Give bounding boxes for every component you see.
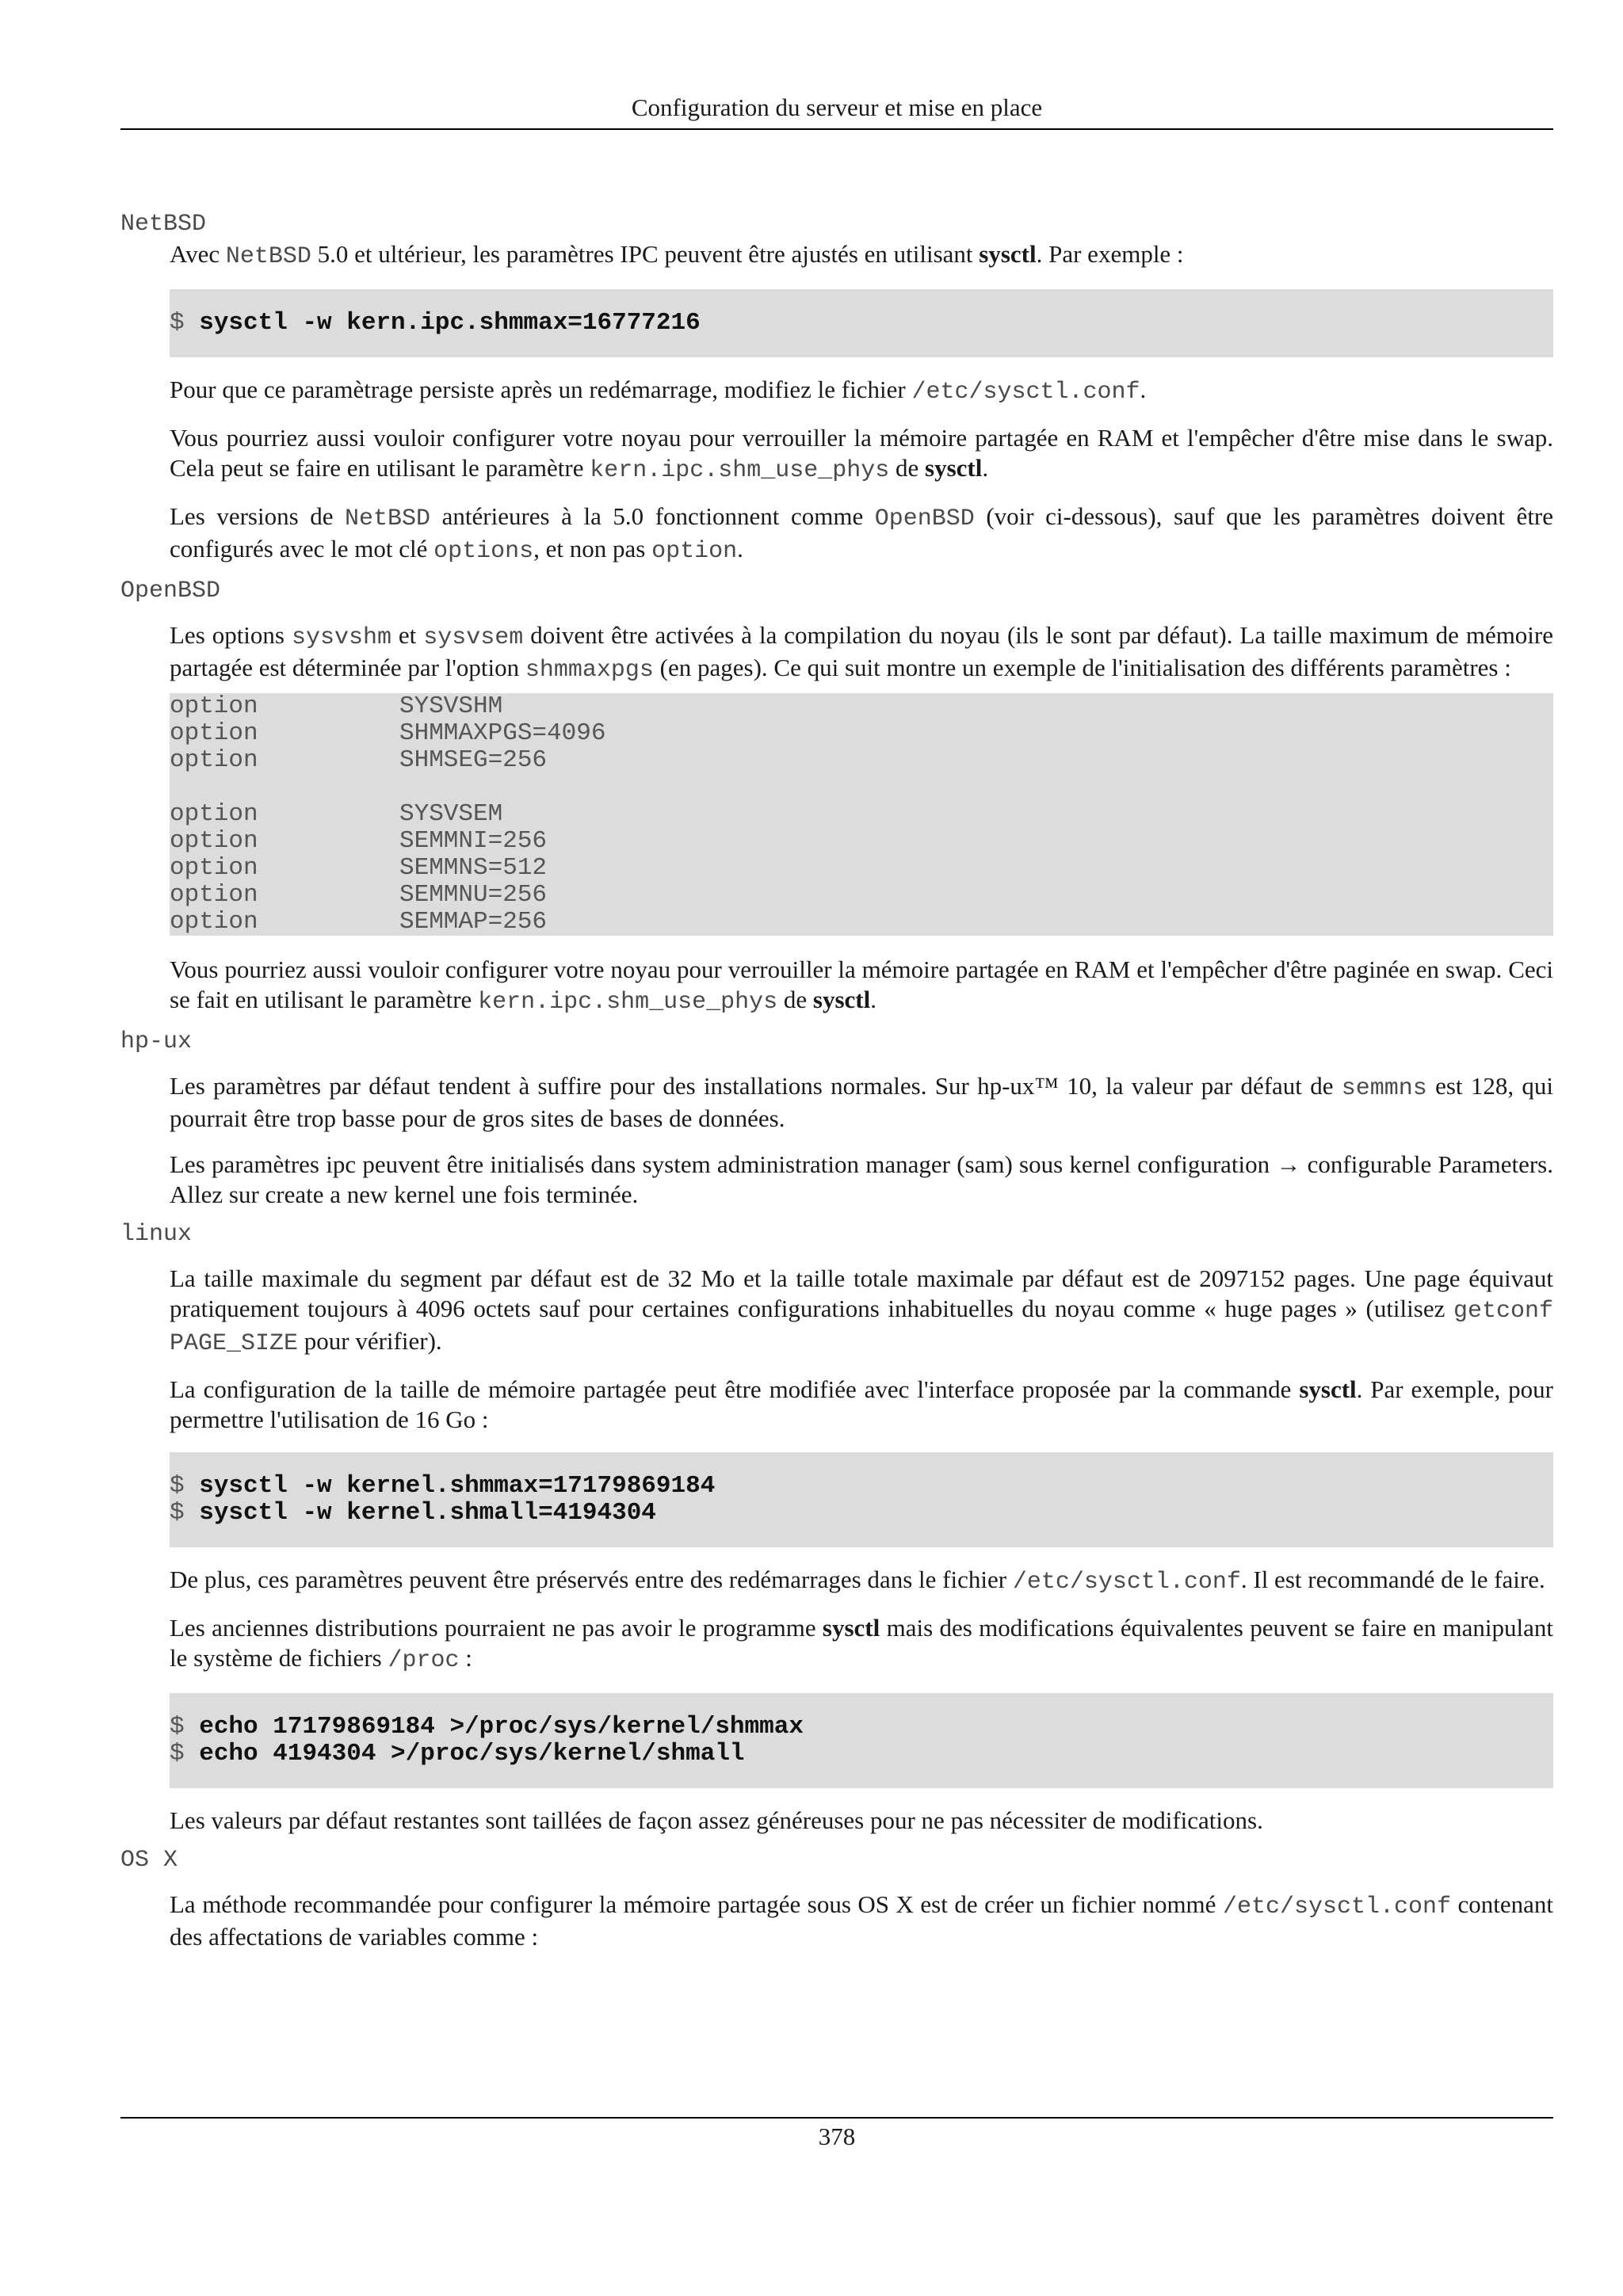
code-line: $ sysctl -w kernel.shmall=4194304 xyxy=(170,1499,656,1527)
paragraph: Avec NetBSD 5.0 et ultérieur, les paramètres IPC peuvent être ajustés en utilisant sysctl. Par exemple : xyxy=(170,240,1184,270)
term-openbsd: OpenBSD xyxy=(120,578,221,605)
code-block xyxy=(170,289,1553,357)
paragraph: Vous pourriez aussi vouloir configurer votre noyau pour verrouiller la mémoire partagée en RAM et l'empêcher d'être mise dans le swap. Cela peut se faire en utilisant le paramètre kern.ipc.shm_use_phys de sysctl. xyxy=(170,424,1553,484)
paragraph: Les paramètres par défaut tendent à suffire pour des installations normales. Sur hp-ux™ 10, la valeur par défaut de semmns est 128, qui pourrait être trop basse pour de gros sites de bases de données. xyxy=(170,1072,1553,1132)
paragraph: Vous pourriez aussi vouloir configurer votre noyau pour verrouiller la mémoire partagée en RAM et l'empêcher d'être paginée en swap. Ceci se fait en utilisant le paramètre kern.ipc.shm_use_phys de sysctl. xyxy=(170,955,1553,1016)
term-netbsd: NetBSD xyxy=(120,211,207,238)
option-line: option SHMMAXPGS=4096 xyxy=(170,719,606,747)
paragraph: La configuration de la taille de mémoire partagée peut être modifiée avec l'interface proposée par la commande sysctl. Par exemple, pour permettre l'utilisation de 16 Go : xyxy=(170,1375,1553,1433)
option-line: option SEMMNU=256 xyxy=(170,881,548,909)
definition-netbsd xyxy=(170,239,1553,566)
option-line: option SEMMNS=512 xyxy=(170,854,548,882)
paragraph: La méthode recommandée pour configurer la mémoire partagée sous OS X est de créer un fichier nommé /etc/sysctl.conf contenant des affectations de variables comme : xyxy=(170,1890,1553,1951)
paragraph: Les paramètres ipc peuvent être initialisés dans system administration manager (sam) sous kernel configuration → configurable Parameters. Allez sur create a new kernel une fois terminée. xyxy=(170,1150,1553,1208)
code-line: $ echo 17179869184 >/proc/sys/kernel/shmmax xyxy=(170,1713,804,1741)
paragraph: Les valeurs par défaut restantes sont taillées de façon assez généreuses pour ne pas nécessiter de modifications. xyxy=(170,1806,1263,1834)
paragraph: Les versions de NetBSD antérieures à la 5.0 fonctionnent comme OpenBSD (voir ci-dessous), sauf que les paramètres doivent être configurés avec le mot clé options, et non pas option. xyxy=(170,502,1554,565)
paragraph: De plus, ces paramètres peuvent être préservés entre des redémarrages dans le fichier /etc/sysctl.conf. Il est recommandé de le faire. xyxy=(170,1566,1545,1596)
option-line xyxy=(170,774,1553,801)
paragraph: Les options sysvshm et sysvsem doivent être activées à la compilation du noyau (ils le sont par défaut). La taille maximum de mémoire partagée est déterminée par l'option shmmaxpgs (en pages). Ce qui suit montre un exemple de l'initialisation des différents paramètres : xyxy=(170,621,1554,684)
term-osx: OS X xyxy=(120,1847,178,1874)
page-footer xyxy=(120,2117,1553,2152)
option-line: option SHMSEG=256 xyxy=(170,746,548,774)
definition-linux xyxy=(170,1264,1553,1836)
code-line: $ sysctl -w kernel.shmmax=17179869184 xyxy=(170,1472,716,1500)
option-line: option SYSVSEM xyxy=(170,800,503,828)
option-line: option SEMMNI=256 xyxy=(170,827,548,855)
definition-osx xyxy=(170,1890,1553,1952)
term-linux: linux xyxy=(120,1221,193,1248)
term-hpux: hp-ux xyxy=(120,1028,193,1055)
code-block xyxy=(170,1452,1553,1547)
kernel-options-block xyxy=(170,693,1553,936)
code-line: $ echo 4194304 >/proc/sys/kernel/shmall xyxy=(170,1740,745,1768)
paragraph: Les anciennes distributions pourraient ne pas avoir le programme sysctl mais des modifications équivalentes peuvent se faire en manipulant le système de fichiers /proc : xyxy=(170,1614,1553,1674)
code-block xyxy=(170,1693,1553,1788)
paragraph: La taille maximale du segment par défaut est de 32 Mo et la taille totale maximale par défaut est de 2097152 pages. Une page équivaut pratiquement toujours à 4096 octets sauf pour certaines configurations inhabituelles du noyau comme « huge pages » (utilisez getconf PAGE_SIZE pour vérifier). xyxy=(170,1264,1553,1357)
page-content xyxy=(120,209,1553,1962)
definition-hpux xyxy=(170,1071,1553,1210)
paragraph: Pour que ce paramètrage persiste après un redémarrage, modifiez le fichier /etc/sysctl.conf. xyxy=(170,376,1147,406)
option-line: option SEMMAP=256 xyxy=(170,908,548,936)
code-line: $ sysctl -w kern.ipc.shmmax=16777216 xyxy=(170,309,701,337)
option-line: option SYSVSHM xyxy=(170,692,503,720)
definition-openbsd xyxy=(170,620,1553,1017)
running-header xyxy=(120,92,1553,130)
page-number: 378 xyxy=(818,2122,856,2150)
header-title: Configuration du serveur et mise en place xyxy=(631,93,1043,121)
